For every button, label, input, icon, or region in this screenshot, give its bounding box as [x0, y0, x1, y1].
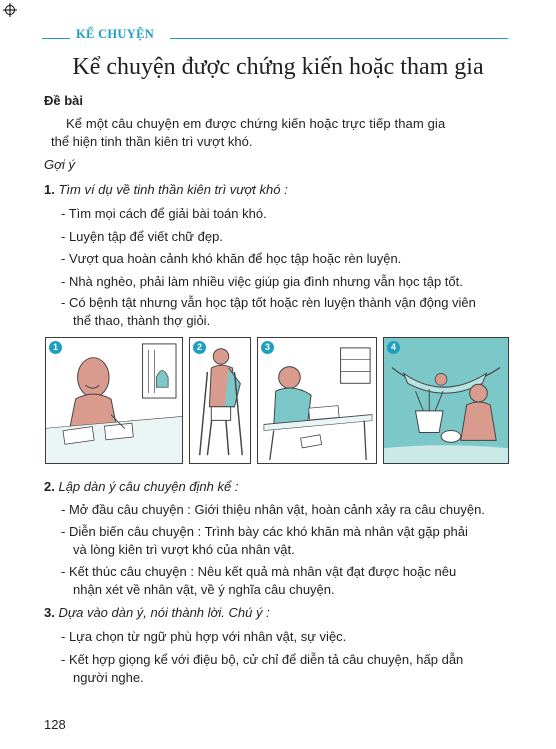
- step-3-number: 3.: [44, 605, 55, 620]
- illustration-3: [257, 337, 377, 464]
- step-1-item-2: - Luyện tập để viết chữ đẹp.: [61, 229, 223, 244]
- header-rule-right: [170, 38, 508, 39]
- illustration-3-number: 3: [261, 341, 274, 354]
- step-1-item-4: - Nhà nghèo, phải làm nhiều việc giúp gia đình nhưng vẫn học tập tốt.: [61, 274, 463, 289]
- illustration-1: [45, 337, 183, 464]
- step-3-text: Dựa vào dàn ý, nói thành lời. Chú ý :: [58, 605, 270, 620]
- boy-on-crutches-illustration: [190, 338, 250, 463]
- registration-mark-icon: [3, 3, 17, 17]
- illustration-2: [189, 337, 251, 464]
- step-1-item-3: - Vượt qua hoàn cảnh khó khăn để học tập hoặc rèn luyện.: [61, 251, 402, 266]
- hint-heading: Gợi ý: [44, 157, 75, 172]
- step-1-number: 1.: [44, 182, 55, 197]
- step-2-item-2: - Diễn biến câu chuyện : Trình bày các khó khăn mà nhân vật gặp phải: [61, 524, 468, 539]
- page-number: 128: [44, 717, 66, 732]
- step-1-item-5: - Có bệnh tật nhưng vẫn học tập tốt hoặc rèn luyện thành vận động viên: [61, 295, 476, 310]
- illustration-1-number: 1: [49, 341, 62, 354]
- boy-writing-illustration: [258, 338, 376, 463]
- step-2-item-1: - Mở đầu câu chuyện : Giới thiệu nhân vật, hoàn cảnh xảy ra câu chuyện.: [61, 502, 485, 517]
- boy-at-home-illustration: [384, 338, 508, 463]
- illustration-4-number: 4: [387, 341, 400, 354]
- step-2-number: 2.: [44, 479, 55, 494]
- step-3-title: [44, 604, 270, 622]
- illustration-4: [383, 337, 509, 464]
- step-2-text: Lập dàn ý câu chuyện định kể :: [58, 479, 239, 494]
- step-2-item-3-cont: nhận xét về nhân vật, về ý nghĩa câu chuyện.: [73, 582, 335, 597]
- step-3-item-1: - Lựa chọn từ ngữ phù hợp với nhân vật, sự việc.: [61, 629, 347, 644]
- header-rule-left: [42, 38, 70, 39]
- section-header: [42, 27, 508, 43]
- step-3-item-2: - Kết hợp giọng kể với điệu bộ, cử chỉ để diễn tả câu chuyện, hấp dẫn: [61, 652, 464, 667]
- assignment-line-1: Kể một câu chuyện em được chứng kiến hoặc trực tiếp tham gia: [66, 116, 446, 131]
- assignment-heading: Đề bài: [44, 93, 84, 108]
- step-2-title: [44, 478, 238, 496]
- step-1-title: [44, 181, 288, 199]
- step-3-item-2-cont: người nghe.: [73, 670, 144, 685]
- step-2-item-2-cont: và lòng kiên trì vượt khó của nhân vật.: [73, 542, 295, 557]
- illustration-2-number: 2: [193, 341, 206, 354]
- step-1-item-1: - Tìm mọi cách để giải bài toán khó.: [61, 206, 267, 221]
- step-1-item-5-cont: thể thao, thành thợ giỏi.: [73, 313, 211, 328]
- step-1-text: Tìm ví dụ về tinh thần kiên trì vượt khó :: [58, 182, 288, 197]
- step-2-item-3: - Kết thúc câu chuyện : Nêu kết quả mà nhân vật đạt được hoặc nêu: [61, 564, 457, 579]
- girl-studying-illustration: [46, 338, 182, 463]
- page-title: Kể chuyện được chứng kiến hoặc tham gia: [72, 54, 484, 80]
- assignment-line-2: thể hiện tinh thần kiên trì vượt khó.: [51, 134, 253, 149]
- section-label: KỂ CHUYỆN: [76, 27, 155, 41]
